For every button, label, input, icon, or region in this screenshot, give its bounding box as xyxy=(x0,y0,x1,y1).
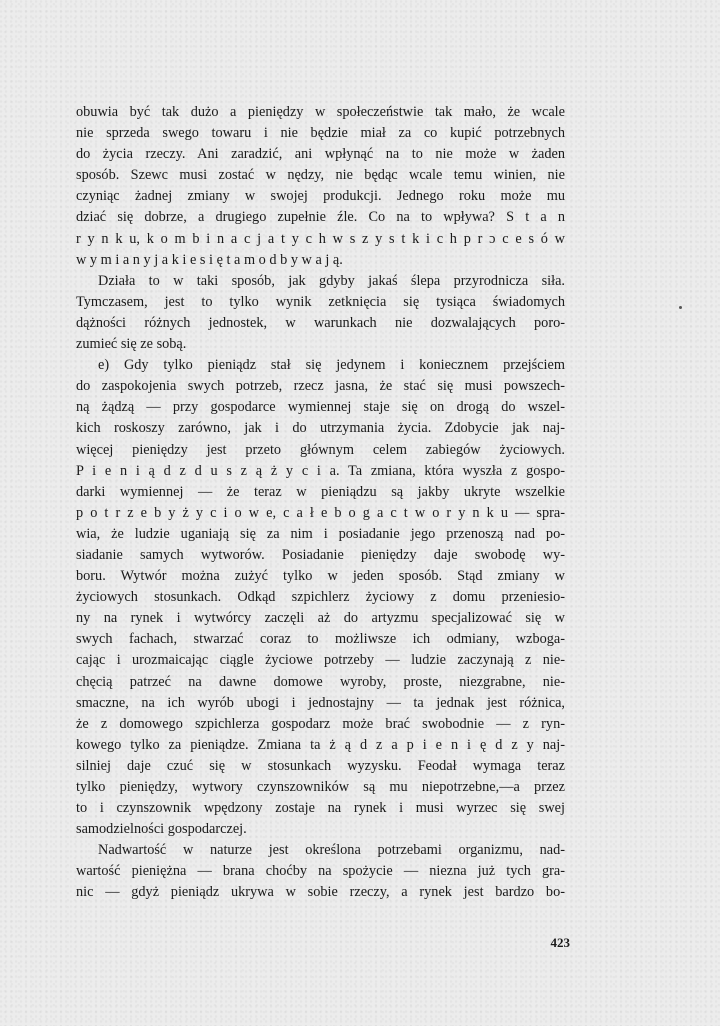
margin-speck xyxy=(679,306,682,309)
text-line: że z domowego szpichlerza gospodarz może brać swobodnie — z ryn- xyxy=(76,715,565,732)
body-text xyxy=(76,102,565,904)
text-line: dążności różnych jednostek, w warunkach nie dozwalających poro- xyxy=(76,314,565,331)
text-line: więcej pieniędzy jest przeto głównym celem zabiegów życiowych. xyxy=(76,441,565,458)
text-line: sposób. Szewc musi zostać w nędzy, nie będąc wcale temu winien, nie xyxy=(76,167,565,184)
text-line: darki wymiennej — że teraz w pieniądzu są jakby ukryte wszelkie xyxy=(76,483,565,500)
text-line: siadanie samych wytworów. Posiadanie pieniędzy daje swobodę wy- xyxy=(76,546,565,563)
text-line: P i e n i ą d z d u s z ą ż y c i a. Ta zmiana, która wyszła z gospo- xyxy=(76,462,565,479)
text-line: dziać się dobrze, a drugiego zupełnie źle. Co na to wpływa? S t a n xyxy=(76,209,565,226)
text-line: tylko pieniędzy, wytwory czynszowników są mu niepotrzebne,—a przez xyxy=(76,779,565,795)
text-line: cając i urozmaicając ciągle życiowe potrzeby — ludzie zaczynają z nie- xyxy=(76,652,565,669)
text-line: Tymczasem, jest to tylko wynik zetknięcia się tysiąca świadomych xyxy=(76,293,565,310)
text-line: r y n k u, k o m b i n a c j a t y c h w s z y s t k i c h p r ɔ c e s ó w xyxy=(76,230,565,247)
text-line: kich roskoszy zarówno, jak i do utrzymania życia. Zdobycie jak naj- xyxy=(76,420,565,437)
text-line: wia, że ludzie uganiają się za nim i posiadanie jego przenoszą nad po- xyxy=(76,525,565,542)
text-line: swych fachach, stwarzać coraz to możliwsze ich odmiany, wzboga- xyxy=(76,631,565,648)
text-line: e) Gdy tylko pieniądz stał się jedynem i koniecznem przejściem xyxy=(98,357,565,374)
text-line: to i czynszownik wpędzony zostaje na rynek i musi wyrzec się swej xyxy=(76,800,565,817)
text-line: silniej daje czuć się w stosunkach wyzysku. Feodał wymaga teraz xyxy=(76,757,565,774)
text-line: w y m i a n y j a k i e s i ę t a m o d b y w a j ą. xyxy=(76,251,343,268)
page-number: 423 xyxy=(550,935,570,950)
text-line: boru. Wytwór można zużyć tylko w jeden sposób. Stąd zmiany w xyxy=(76,568,565,585)
text-line: nic — gdyż pieniądz ukrywa w sobie rzeczy, a rynek jest bardzo bo- xyxy=(76,884,565,901)
text-line: zumieć się ze sobą. xyxy=(76,336,187,353)
text-line: obuwia być tak dużo a pieniędzy w społeczeństwie tak mało, że wcale xyxy=(76,104,565,120)
text-line: do zaspokojenia swych potrzeb, rzecz jasna, że stać się musi powszech- xyxy=(76,378,565,395)
text-line: czyniąc żadnej zmiany w swojej produkcji. Jednego roku może mu xyxy=(76,188,565,205)
text-line: wartość pieniężna — brana choćby na spożycie — niezna już tych gra- xyxy=(76,863,565,880)
text-line: Nadwartość w naturze jest określona potrzebami organizmu, nad- xyxy=(98,842,565,859)
text-line: Działa to w taki sposób, jak gdyby jakaś ślepa przyrodnicza siła. xyxy=(98,272,565,289)
text-line: ny na rynek i wytwórcy zaczęli aż do artyzmu specjalizować się w xyxy=(76,610,565,627)
text-line: p o t r z e b y ż y c i o w e, c a ł e b o g a c t w o r y n k u — spra- xyxy=(76,504,565,521)
text-line: nie sprzeda swego towaru i nie będzie miał za co kupić potrzebnych xyxy=(76,125,565,142)
text-line: ną żądzą — przy gospodarce wymiennej staje się on drogą do wszel- xyxy=(76,399,565,416)
text-line: kowego tylko za pieniądze. Zmiana ta ż ą d z a p i e n i ę d z y naj- xyxy=(76,736,565,753)
text-line: smaczne, na ich wyrób ubogi i jednostajny — ta jednak jest różnica, xyxy=(76,694,565,711)
text-line: chęcią patrzeć na dawne domowe wyroby, proste, niezgrabne, nie- xyxy=(76,673,565,690)
text-line: samodzielności gospodarczej. xyxy=(76,821,247,838)
text-line: życiowych stosunkach. Odkąd szpichlerz życiowy z domu przeniesio- xyxy=(76,589,565,606)
text-line: do życia rzeczy. Ani zaradzić, ani wpłynąć na to nie może w żaden xyxy=(76,146,565,163)
